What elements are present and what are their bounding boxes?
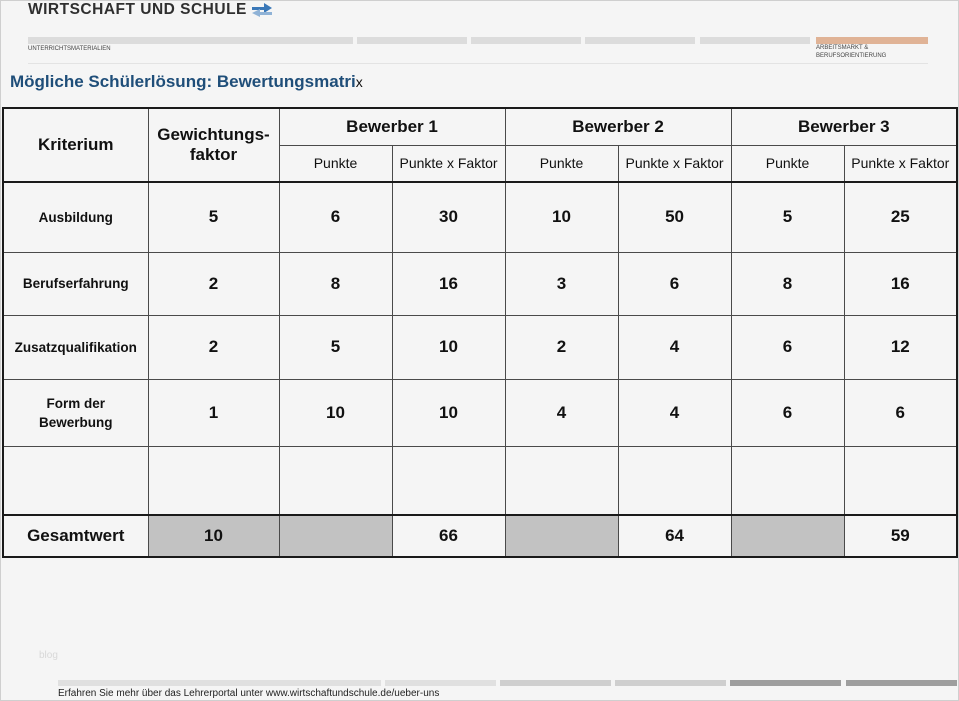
b1-points-cell: 6 <box>279 182 392 252</box>
b3-points-cell: 6 <box>731 315 844 379</box>
header-applicant-3: Bewerber 3 <box>731 108 957 145</box>
footer-bar <box>846 680 957 686</box>
subheader-product-3: Punkte x Faktor <box>844 145 957 182</box>
b3-points-cell: 5 <box>731 182 844 252</box>
b2-product-cell: 6 <box>618 252 731 315</box>
page-title-main: Mögliche Schülerlösung: Bewertungsmatri <box>10 72 356 91</box>
nav-bar-materials[interactable] <box>28 37 353 44</box>
table-row <box>3 252 957 315</box>
criterion-label: Berufserfahrung <box>22 276 129 291</box>
table-row <box>3 182 957 252</box>
b2-product-cell: 4 <box>618 315 731 379</box>
total-b3-points-cell <box>731 515 844 557</box>
weight-cell: 1 <box>148 379 279 446</box>
subheader-points-3: Punkte <box>731 145 844 182</box>
criterion-label: Form der <box>46 395 105 411</box>
empty-row <box>3 446 957 515</box>
criterion-cell <box>3 315 148 379</box>
double-arrow-icon <box>250 1 274 17</box>
total-b3-cell: 59 <box>844 515 957 557</box>
watermark: blog <box>39 650 58 661</box>
b2-points-cell: 2 <box>505 315 618 379</box>
footer-bar <box>385 680 496 686</box>
weight-cell: 5 <box>148 182 279 252</box>
empty-cell <box>844 446 957 515</box>
weight-cell: 2 <box>148 252 279 315</box>
b1-points-cell: 8 <box>279 252 392 315</box>
b1-product-cell: 30 <box>392 182 505 252</box>
total-weight-cell: 10 <box>148 515 279 557</box>
b1-points-cell: 5 <box>279 315 392 379</box>
total-row <box>3 515 957 557</box>
criterion-cell <box>3 379 148 446</box>
weight-cell: 2 <box>148 315 279 379</box>
evaluation-matrix <box>2 107 958 558</box>
b2-points-cell: 3 <box>505 252 618 315</box>
b3-product-cell: 16 <box>844 252 957 315</box>
section-nav <box>28 37 928 44</box>
subheader-points-2: Punkte <box>505 145 618 182</box>
brand-logo[interactable] <box>28 1 274 19</box>
b2-product-cell: 50 <box>618 182 731 252</box>
footer-link-text[interactable]: Erfahren Sie mehr über das Lehrerportal unter www.wirtschaftundschule.de/ueber-uns <box>58 688 440 699</box>
empty-cell <box>148 446 279 515</box>
b1-product-cell: 10 <box>392 315 505 379</box>
header-applicant-1: Bewerber 1 <box>279 108 505 145</box>
b3-product-cell: 12 <box>844 315 957 379</box>
criterion-cell <box>3 182 148 252</box>
header-criterion: Kriterium <box>3 108 148 182</box>
table-row <box>3 315 957 379</box>
total-b2-cell: 64 <box>618 515 731 557</box>
subheader-product-2: Punkte x Faktor <box>618 145 731 182</box>
b1-product-cell: 10 <box>392 379 505 446</box>
empty-cell <box>392 446 505 515</box>
total-b2-points-cell <box>505 515 618 557</box>
subheader-points-1: Punkte <box>279 145 392 182</box>
b3-points-cell: 6 <box>731 379 844 446</box>
header-weight-line2: faktor <box>189 145 238 164</box>
table-row <box>3 379 957 446</box>
empty-cell <box>505 446 618 515</box>
nav-label-materials: UNTERRICHTSMATERIALIEN <box>28 46 111 52</box>
header-divider <box>28 63 928 64</box>
b1-product-cell: 16 <box>392 252 505 315</box>
nav-bar-arbeitsmarkt[interactable] <box>816 37 928 44</box>
header-weight-line1: Gewichtungs- <box>157 125 270 144</box>
empty-cell <box>731 446 844 515</box>
b2-product-cell: 4 <box>618 379 731 446</box>
empty-cell <box>279 446 392 515</box>
nav-bar-3[interactable] <box>471 37 581 44</box>
empty-cell <box>618 446 731 515</box>
criterion-label: Ausbildung <box>38 209 113 225</box>
b3-product-cell: 6 <box>844 379 957 446</box>
footer-bar <box>615 680 726 686</box>
total-b1-points-cell <box>279 515 392 557</box>
nav-bar-2[interactable] <box>357 37 467 44</box>
criterion-cell <box>3 252 148 315</box>
total-label: Gesamtwert <box>3 515 148 557</box>
footer-bar <box>500 680 611 686</box>
b3-points-cell: 8 <box>731 252 844 315</box>
nav-label-arbeitsmarkt-1: ARBEITSMARKT & <box>816 45 869 51</box>
footer-bar <box>730 680 841 686</box>
nav-label-arbeitsmarkt-2: BERUFSORIENTIERUNG <box>816 53 887 59</box>
page-title <box>10 72 363 92</box>
b2-points-cell: 10 <box>505 182 618 252</box>
b2-points-cell: 4 <box>505 379 618 446</box>
empty-cell <box>3 446 148 515</box>
brand-text: WIRTSCHAFT UND SCHULE <box>28 1 247 18</box>
header-weight <box>148 108 279 182</box>
header-applicant-2: Bewerber 2 <box>505 108 731 145</box>
page-title-suffix: x <box>355 74 363 90</box>
criterion-label-line2: Bewerbung <box>38 414 113 430</box>
b1-points-cell: 10 <box>279 379 392 446</box>
subheader-product-1: Punkte x Faktor <box>392 145 505 182</box>
criterion-label: Zusatzqualifikation <box>14 339 137 355</box>
total-b1-cell: 66 <box>392 515 505 557</box>
footer-bar <box>58 680 381 686</box>
nav-bar-4[interactable] <box>585 37 695 44</box>
nav-bar-5[interactable] <box>700 37 810 44</box>
b3-product-cell: 25 <box>844 182 957 252</box>
footer-bars <box>58 680 958 686</box>
